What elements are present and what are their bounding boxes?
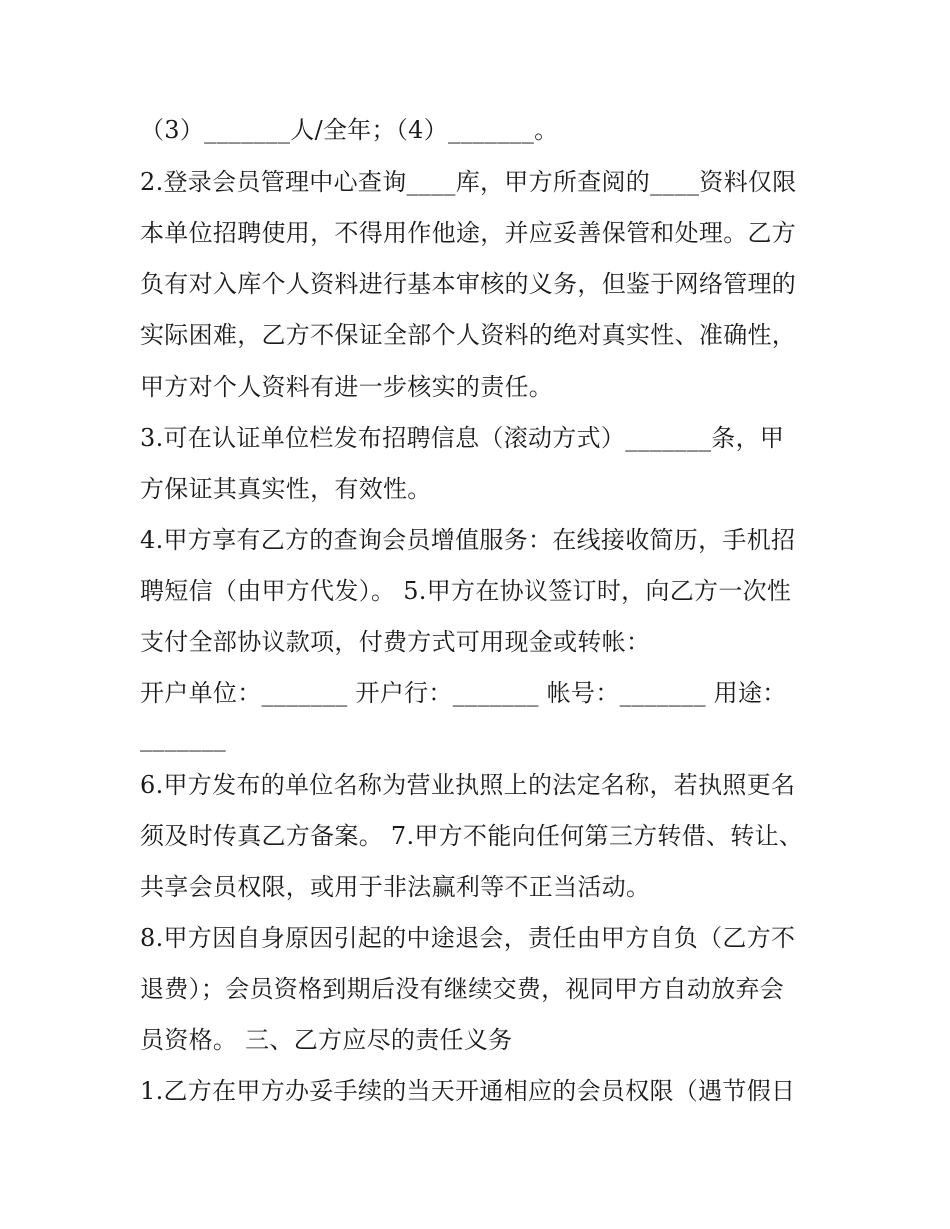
text-line: 4.甲方享有乙方的查询会员增值服务：在线接收简历，手机招 (140, 526, 796, 554)
text-line: 6.甲方发布的单位名称为营业执照上的法定名称，若执照更名 (140, 771, 796, 799)
text-line: （3）_______人/全年；（4）_______。 (140, 116, 559, 144)
text-line: _______ (140, 724, 227, 752)
text-line: 本单位招聘使用，不得用作他途，并应妥善保管和处理。乙方 (140, 219, 797, 247)
text-line: 员资格。 三、乙方应尽的责任义务 (140, 1026, 513, 1054)
text-line: 须及时传真乙方备案。 7.甲方不能向任何第三方转借、转让、 (140, 822, 804, 850)
text-line: 方保证其真实性，有效性。 (140, 475, 432, 503)
text-line: 1.乙方在甲方办妥手续的当天开通相应的会员权限（遇节假日 (140, 1077, 796, 1105)
text-line: 2.登录会员管理中心查询____库，甲方所查阅的____资料仅限 (140, 168, 797, 196)
text-line: 开户单位：_______ 开户行：_______ 帐号：_______ 用途： (140, 679, 787, 707)
text-line: 甲方对个人资料有进一步核实的责任。 (140, 373, 554, 401)
text-line: 退费）；会员资格到期后没有继续交费，视同甲方自动放弃会 (140, 975, 785, 1003)
text-line: 共享会员权限，或用于非法赢利等不正当活动。 (140, 873, 651, 901)
text-line: 支付全部协议款项，付费方式可用现金或转帐： (140, 628, 651, 656)
text-line: 负有对入库个人资料进行基本审核的义务，但鉴于网络管理的 (140, 270, 797, 298)
text-line: 实际困难，乙方不保证全部个人资料的绝对真实性、准确性， (140, 321, 797, 349)
text-line: 3.可在认证单位栏发布招聘信息（滚动方式）_______条，甲 (140, 424, 785, 452)
text-line: 聘短信（由甲方代发）。 5.甲方在协议签订时，向乙方一次性 (140, 577, 792, 605)
text-line: 8.甲方因自身原因引起的中途退会，责任由甲方自负（乙方不 (140, 924, 796, 952)
